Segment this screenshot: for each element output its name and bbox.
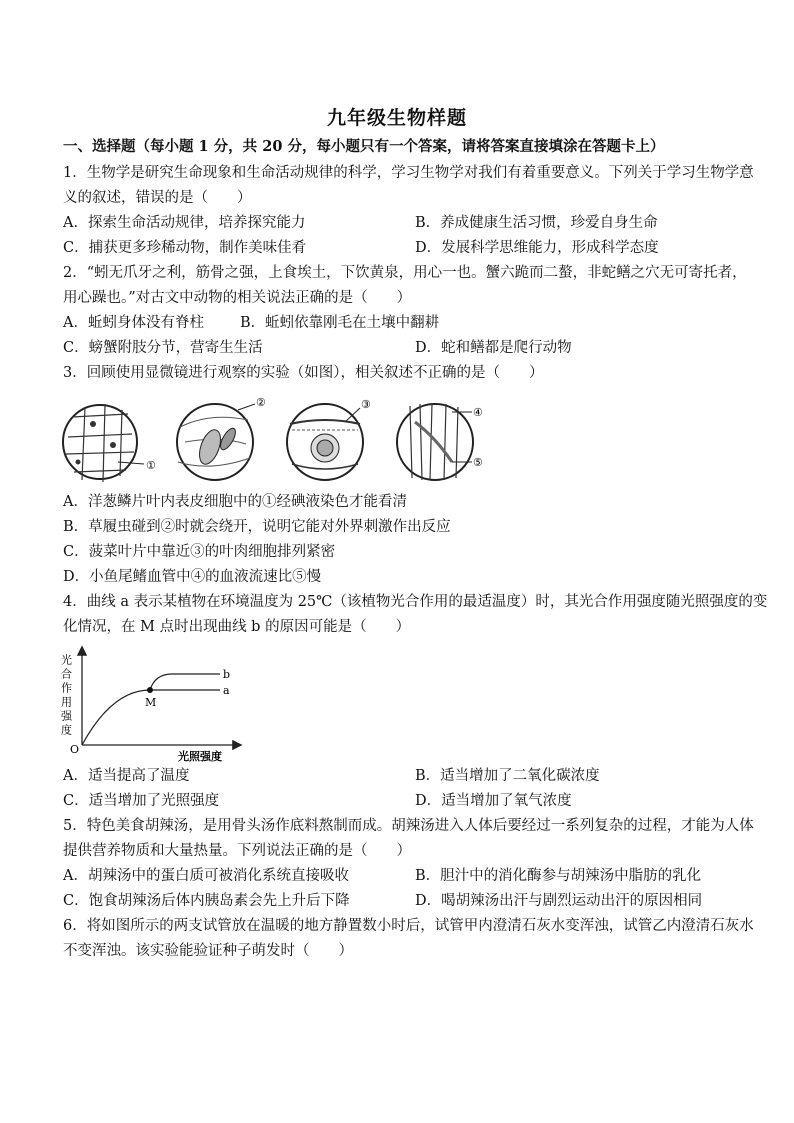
question-3-option-b: B．草履虫碰到②时就会绕开，说明它能对外界刺激作出反应 [63, 519, 451, 535]
fish-tail-view [397, 404, 473, 480]
question-6-stem-line-1: 6．将如图所示的两支试管放在温暖的地方静置数小时后，试管甲内澄清石灰水变浑浊，试管乙内澄清石灰水 [63, 918, 754, 934]
onion-cells-view [63, 404, 144, 482]
question-4-option-d: D．适当增加了氧气浓度 [415, 793, 572, 809]
figure-label-2: ② [256, 396, 266, 409]
question-1-option-d: D．发展科学思维能力，形成科学态度 [415, 240, 659, 256]
question-5-stem-line-1: 5．特色美食胡辣汤，是用骨头汤作底料熬制而成。胡辣汤进入人体后要经过一系列复杂的过程，才能为人体 [63, 818, 754, 834]
y-axis-label: 光合作用强度 [60, 654, 73, 738]
microscope-figure [60, 392, 500, 492]
question-1-option-c: C．捕获更多珍稀动物，制作美味佳肴 [63, 240, 307, 256]
question-4-stem-line-2: 化情况，在 M 点时出现曲线 b 的原因可能是（ ） [63, 619, 411, 635]
photosynthesis-chart [60, 640, 260, 765]
question-1-option-b: B．养成健康生活习惯，珍爱自身生命 [415, 215, 658, 231]
x-axis-label: 光照强度 [178, 750, 222, 763]
question-5-stem-line-2: 提供营养物质和大量热量。下列说法正确的是（ ） [63, 843, 411, 859]
figure-label-5: ⑤ [473, 456, 483, 469]
question-4-option-c: C．适当增加了光照强度 [63, 793, 220, 809]
question-2-option-b: B．蚯蚓依靠刚毛在土壤中翻耕 [240, 315, 440, 331]
question-5-option-b: B．胆汁中的消化酶参与胡辣汤中脂肪的乳化 [415, 868, 702, 884]
question-1-option-a: A．探索生命活动规律，培养探究能力 [63, 215, 306, 231]
question-6-stem-line-2: 不变浑浊。该实验能验证种子萌发时（ ） [63, 943, 353, 959]
question-5-option-c: C．饱食胡辣汤后体内胰岛素会先上升后下降 [63, 893, 350, 909]
question-5-option-d: D．喝胡辣汤出汗与剧烈运动出汗的原因相同 [415, 893, 703, 909]
question-4-option-b: B．适当增加了二氧化碳浓度 [415, 768, 600, 784]
point-m-label: M [145, 696, 157, 709]
question-3-option-a: A．洋葱鳞片叶内表皮细胞中的①经碘液染色才能看清 [63, 494, 407, 510]
figure-label-4: ④ [473, 406, 483, 419]
paramecium-view [177, 404, 255, 480]
point-m [147, 687, 153, 693]
question-3-option-c: C．菠菜叶片中靠近③的叶肉细胞排列紧密 [63, 544, 336, 560]
curve-b [150, 674, 220, 690]
leaf-section-view [287, 404, 363, 480]
question-2-stem-line-2: 用心躁也。”对古文中动物的相关说法正确的是（ ） [63, 290, 412, 306]
question-1-stem-line-1: 1．生物学是研究生命现象和生命活动规律的科学，学习生物学对我们有着重要意义。下列关于学习生物学意 [63, 165, 754, 181]
question-2-option-c: C．螃蟹附肢分节，营寄生生活 [63, 340, 263, 356]
question-2-option-a: A．蚯蚓身体没有脊柱 [63, 315, 204, 331]
question-3-stem: 3．回顾使用显微镜进行观察的实验（如图），相关叙述不正确的是（ ） [63, 365, 544, 381]
series-a-label: a [223, 684, 230, 697]
origin-label: O [70, 743, 80, 756]
question-5-option-a: A．胡辣汤中的蛋白质可被消化系统直接吸收 [63, 868, 349, 884]
question-1-stem-line-2: 义的叙述，错误的是（ ） [63, 190, 252, 206]
section-heading: 一、选择题（每小题 1 分，共 20 分，每小题只有一个答案，请将答案直接填涂在答题卡上） [63, 138, 665, 155]
question-2-stem-line-1: 2．“蚓无爪牙之利，筋骨之强，上食埃土，下饮黄泉，用心一也。蟹六跪而二螯，非蛇鳝之穴无可寄托者， [63, 265, 747, 281]
question-2-option-d: D．蛇和鳝都是爬行动物 [415, 340, 572, 356]
figure-label-3: ③ [361, 398, 371, 411]
question-3-option-d: D．小鱼尾鳍血管中④的血液流速比⑤慢 [63, 569, 322, 585]
series-b-label: b [223, 668, 231, 681]
page-title: 九年级生物样题 [326, 107, 467, 129]
question-4-stem-line-1: 4．曲线 a 表示某植物在环境温度为 25℃（该植物光合作用的最适温度）时，其光合作用强度随光照强度的变 [63, 594, 768, 610]
figure-label-1: ① [146, 459, 156, 472]
question-4-option-a: A．适当提高了温度 [63, 768, 190, 784]
